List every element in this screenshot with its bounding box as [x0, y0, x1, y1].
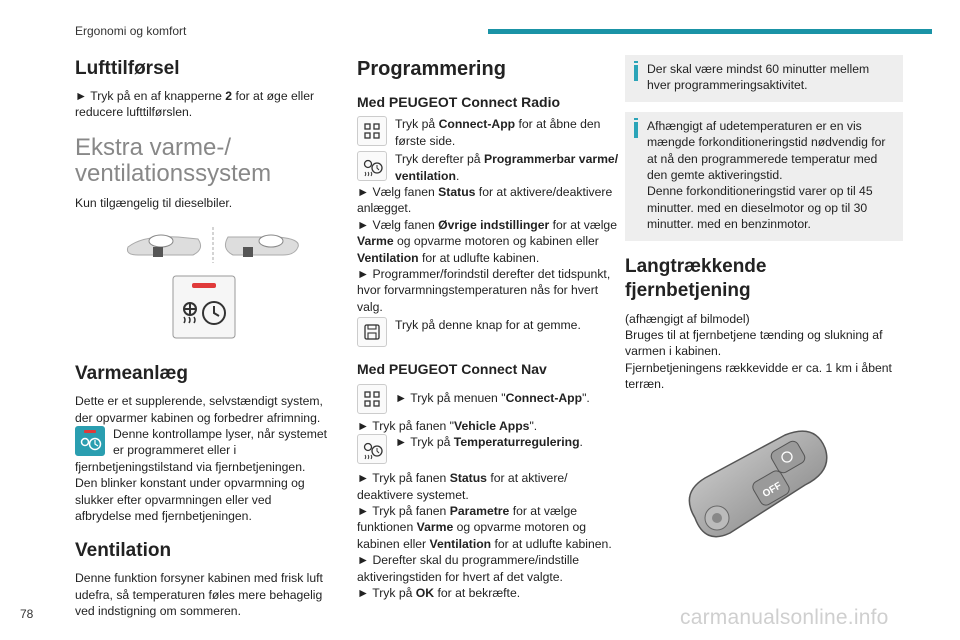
radio-step-2: Tryk derefter på Programmerbar varme/ ventilation. — [357, 151, 619, 184]
heading-remote: Langtrækkende fjernbetjening — [625, 255, 767, 301]
radio-step-5: ► Programmer/forindstil derefter det tidspunkt, hvor forvarmningstemperaturen nås for hvert valg. — [357, 267, 611, 314]
text-varmeanlaeg-2: Denne kontrollampe lyser, når systemet er programmeret eller i fjernbetjeningstilstand via fjernbetjeningen. — [75, 427, 328, 474]
watermark: carmanualsonline.info — [680, 606, 889, 629]
heading-lufttilforsel: Lufttilførsel — [75, 58, 180, 79]
running-header: Ergonomi og komfort — [75, 24, 187, 38]
text-remote-3: Fjernbetjeningens rækkevidde er ca. 1 km i åbent terræn. — [625, 360, 892, 392]
heading-ekstra-varme: Ekstra varme-/ ventilationssystem — [75, 133, 272, 187]
radio-step-3: ► Vælg fanen Status for at aktivere/deaktivere anlægget. — [357, 185, 613, 216]
remote-control-illustration — [675, 423, 835, 553]
nav-step-7: ► Tryk på OK for at bekræfte. — [357, 585, 521, 600]
nav-step-3: ► Tryk på Temperaturregulering. — [357, 434, 619, 450]
info-note-2: Afhængigt af udetemperaturen er en vis mængde forkonditioneringstid nødvendig for at nå den programmerede temperatur med den gemte aktiveringstid. Denne forkonditioneringstid varer op til 45 minutter. med en dieselmotor og op til 30 minutter. med en benzinmotor. — [625, 112, 903, 241]
info-icon — [634, 61, 638, 63]
temperature-regulation-icon — [357, 434, 387, 464]
text-varmeanlaeg-3: Den blinker konstant under opvarmning og slukker efter opvarmningen eller ved afbrydelse med fjernbetjeningen. — [75, 476, 305, 524]
heading-ventilation: Ventilation — [75, 540, 172, 562]
nav-step-6: ► Derefter skal du programmere/indstille aktiveringstiden for hvert af det valgte. — [357, 553, 580, 584]
text-ekstra: Kun tilgængelig til dieselbiler. — [75, 195, 233, 210]
column-left — [75, 50, 330, 620]
text-ventilation: Denne funktion forsyner kabinen med frisk luft udefra, så temperaturen føles mere behagelig ved indstigning om sommeren. — [75, 571, 323, 619]
connect-app-grid-icon — [357, 384, 387, 414]
text-lufttilforsel: ► Tryk på en af knapperne 2 for at øge eller reducere lufttilførslen. — [75, 89, 315, 120]
connect-app-grid-icon — [357, 116, 387, 146]
heading-connect-nav: Med PEUGEOT Connect Nav — [357, 361, 547, 378]
off-button-label: OFF — [760, 480, 784, 500]
heading-connect-radio: Med PEUGEOT Connect Radio — [357, 94, 561, 110]
page-number: 78 — [20, 607, 34, 621]
text-remote-1: (afhængigt af bilmodel) — [625, 311, 750, 326]
info-note-1: Der skal være mindst 60 minutter mellem hver programmeringsaktivitet. — [625, 55, 903, 102]
column-middle — [357, 50, 619, 601]
nav-step-1: ► Tryk på menuen "Connect-App". — [357, 384, 619, 406]
radio-step-1: Tryk på Connect-App for at åbne den første side. — [357, 116, 619, 149]
heater-control-illustration — [172, 275, 236, 339]
header-accent-bar — [488, 29, 932, 34]
heading-programmering: Programmering — [357, 58, 506, 80]
nav-step-5: ► Tryk på fanen Parametre for at vælge funktionen Varme og opvarme motoren og kabinen eller Ventilation for at udlufte kabinen. — [357, 503, 612, 551]
nav-step-4: ► Tryk på fanen Status for at aktivere/ deaktivere systemet. — [357, 471, 568, 502]
column-right — [625, 50, 903, 553]
steering-position-illustration — [123, 225, 303, 265]
programmable-heating-icon — [357, 151, 387, 181]
warning-lamp-row — [75, 426, 330, 475]
info-icon — [634, 118, 638, 120]
heading-varmeanlaeg: Varmeanlæg — [75, 363, 188, 385]
radio-step-6: Tryk på denne knap for at gemme. — [357, 317, 619, 333]
text-varmeanlaeg-1: Dette er et supplerende, selvstændigt system, der opvarmer kabinen og forbedrer afrimning. — [75, 394, 323, 425]
text-remote-2: Bruges til at fjernbetjene tænding og slukning af varmen i kabinen. — [625, 328, 883, 359]
nav-step-2: ► Tryk på fanen "Vehicle Apps". — [357, 418, 538, 433]
radio-step-4: ► Vælg fanen Øvrige indstillinger for at vælge Varme og opvarme motoren og kabinen eller Ventilation for at udlufte kabinen. — [357, 217, 617, 265]
heater-indicator-icon — [75, 426, 105, 456]
save-floppy-icon — [357, 317, 387, 347]
